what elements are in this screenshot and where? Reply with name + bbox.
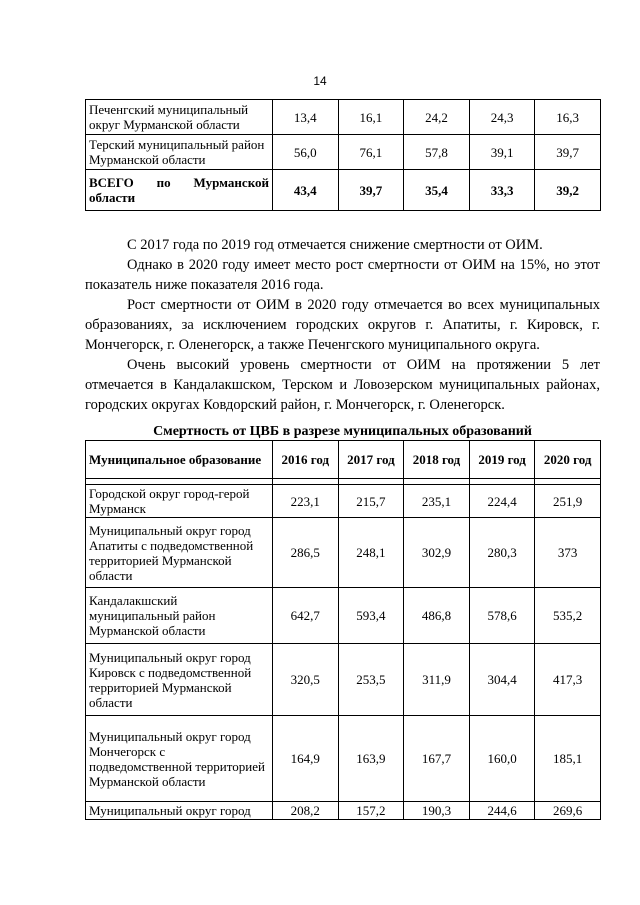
cell-2019: 39,1 xyxy=(469,135,535,170)
table-row xyxy=(86,100,601,135)
paragraph-text: Однако в 2020 году имеет место рост смертности от ОИМ на 15%, но этот показатель ниже показателя 2016 года. xyxy=(85,257,600,293)
column-header-2017: 2017 год xyxy=(338,441,404,479)
cell-2017: 593,4 xyxy=(338,588,404,644)
cell-2016: 320,5 xyxy=(273,644,339,716)
row-name: Муниципальный округ город Апатиты с подведомственной территорией Мурманской области xyxy=(86,518,273,588)
cell-2017: 253,5 xyxy=(338,644,404,716)
cell-2018: 302,9 xyxy=(404,518,470,588)
column-header-name: Муниципальное образование xyxy=(86,441,273,479)
paragraph-text: С 2017 года по 2019 год отмечается снижение смертности от ОИМ. xyxy=(127,237,543,253)
cell-2017: 215,7 xyxy=(338,485,404,518)
cell-2017: 39,7 xyxy=(338,170,404,211)
cell-2020: 16,3 xyxy=(535,100,601,135)
cell-2018: 35,4 xyxy=(404,170,470,211)
table-row xyxy=(86,644,601,716)
cell-2016: 43,4 xyxy=(273,170,339,211)
row-name: Муниципальный округ город xyxy=(86,802,273,820)
cell-2020: 39,7 xyxy=(535,135,601,170)
paragraph-text: Очень высокий уровень смертности от ОИМ на протяжении 5 лет отмечается в Кандалакшском, Терском и Ловозерском муниципальных районах, городских округах Ковдорский район, г. Мончегорск, г. Оленегорск. xyxy=(85,357,600,413)
paragraph-text: Рост смертности от ОИМ в 2020 году отмечается во всех муниципальных образованиях, за исключением городских округов г. Апатиты, г. Кировск, г. Мончегорск, г. Оленегорск, а также Печенгского муниципального округа. xyxy=(85,297,600,353)
cell-2017: 16,1 xyxy=(338,100,404,135)
cell-2018: 167,7 xyxy=(404,716,470,802)
row-name: Печенгский муниципальный округ Мурманской области xyxy=(86,100,273,135)
cell-2016: 164,9 xyxy=(273,716,339,802)
row-name: Городской округ город-герой Мурманск xyxy=(86,485,273,518)
table-row xyxy=(86,135,601,170)
cell-2020: 535,2 xyxy=(535,588,601,644)
cell-2019: 304,4 xyxy=(469,644,535,716)
column-header-2020: 2020 год xyxy=(535,441,601,479)
paragraph xyxy=(85,295,600,355)
cell-2016: 642,7 xyxy=(273,588,339,644)
paragraph xyxy=(85,355,600,415)
page-number: 14 xyxy=(313,74,327,88)
cell-2020: 39,2 xyxy=(535,170,601,211)
row-name: ВСЕГО по Мурманской области xyxy=(86,170,273,211)
column-header-2019: 2019 год xyxy=(469,441,535,479)
cell-2017: 163,9 xyxy=(338,716,404,802)
table-header-row xyxy=(86,441,601,479)
mortality-table-continued xyxy=(85,99,601,211)
cell-2018: 311,9 xyxy=(404,644,470,716)
cell-2020: 373 xyxy=(535,518,601,588)
cell-2019: 24,3 xyxy=(469,100,535,135)
cell-2019: 33,3 xyxy=(469,170,535,211)
row-name: Кандалакшский муниципальный район Мурманской области xyxy=(86,588,273,644)
cell-2017: 248,1 xyxy=(338,518,404,588)
cell-2017: 76,1 xyxy=(338,135,404,170)
cell-2018: 486,8 xyxy=(404,588,470,644)
cell-2019: 224,4 xyxy=(469,485,535,518)
table-row xyxy=(86,518,601,588)
paragraph xyxy=(85,235,600,255)
cell-2016: 13,4 xyxy=(273,100,339,135)
cell-2020: 185,1 xyxy=(535,716,601,802)
cell-2018: 190,3 xyxy=(404,802,470,820)
cell-2017: 157,2 xyxy=(338,802,404,820)
column-header-2016: 2016 год xyxy=(273,441,339,479)
row-name: Терский муниципальный район Мурманской области xyxy=(86,135,273,170)
paragraph xyxy=(85,255,600,295)
cell-2018: 235,1 xyxy=(404,485,470,518)
cell-2016: 56,0 xyxy=(273,135,339,170)
table-caption: Смертность от ЦВБ в разрезе муниципальных образований xyxy=(153,424,532,439)
cell-2019: 160,0 xyxy=(469,716,535,802)
table-row xyxy=(86,802,601,820)
cell-2019: 280,3 xyxy=(469,518,535,588)
cvb-mortality-table xyxy=(85,440,601,820)
cell-2018: 24,2 xyxy=(404,100,470,135)
row-name: Муниципальный округ город Мончегорск с подведомственной территорией Мурманской области xyxy=(86,716,273,802)
cell-2016: 286,5 xyxy=(273,518,339,588)
cell-2018: 57,8 xyxy=(404,135,470,170)
cell-2016: 208,2 xyxy=(273,802,339,820)
table-row xyxy=(86,588,601,644)
table-row-total xyxy=(86,170,601,211)
cell-2019: 244,6 xyxy=(469,802,535,820)
column-header-2018: 2018 год xyxy=(404,441,470,479)
cell-2019: 578,6 xyxy=(469,588,535,644)
table-row xyxy=(86,485,601,518)
cell-2016: 223,1 xyxy=(273,485,339,518)
cell-2020: 251,9 xyxy=(535,485,601,518)
row-name: Муниципальный округ город Кировск с подведомственной территорией Мурманской области xyxy=(86,644,273,716)
cell-2020: 269,6 xyxy=(535,802,601,820)
table-row xyxy=(86,716,601,802)
cell-2020: 417,3 xyxy=(535,644,601,716)
